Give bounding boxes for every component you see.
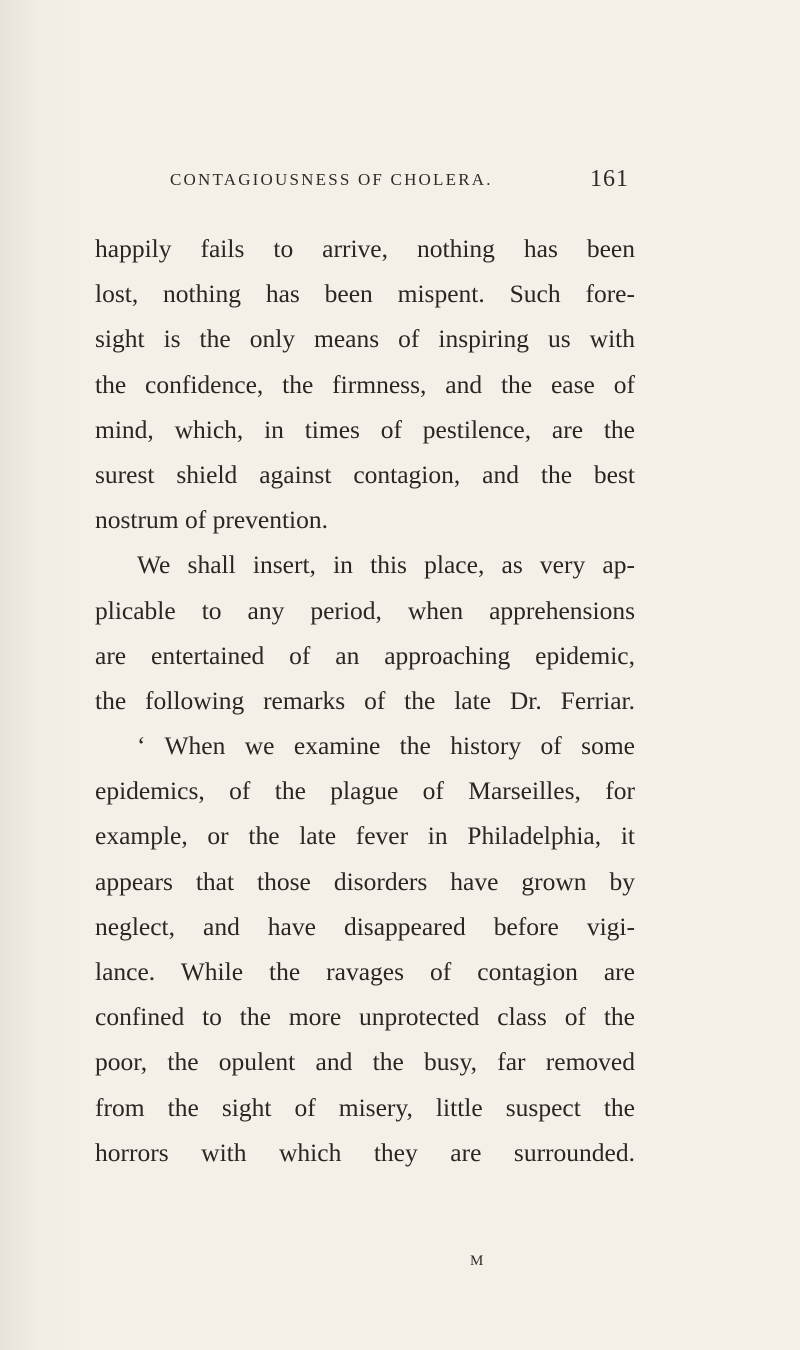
- text-line: neglect, and have disappeared before vigi-: [95, 911, 635, 941]
- text-line: We shall insert, in this place, as very ap-: [137, 550, 635, 580]
- text-line: horrors with which they are surrounded.: [95, 1137, 635, 1167]
- text-line: lost, nothing has been mispent. Such fore-: [95, 279, 635, 309]
- signature-mark: M: [470, 1253, 485, 1269]
- text-line: confined to the more unprotected class of the: [95, 1002, 635, 1032]
- text-line: mind, which, in times of pestilence, are the: [95, 414, 635, 444]
- text-line: example, or the late fever in Philadelphia, it: [95, 821, 635, 851]
- text-line: epidemics, of the plague of Marseilles, for: [95, 776, 635, 806]
- text-line: lance. While the ravages of contagion are: [95, 957, 635, 986]
- text-line: ‘ When we examine the history of some: [137, 731, 635, 761]
- text-line: poor, the opulent and the busy, far removed: [95, 1047, 635, 1077]
- text-line: from the sight of misery, little suspect the: [95, 1092, 635, 1122]
- text-line: the following remarks of the late Dr. Ferriar.: [95, 685, 635, 715]
- text-line: plicable to any period, when apprehensions: [95, 595, 635, 625]
- running-head-title: CONTAGIOUSNESS OF CHOLERA.: [170, 170, 493, 189]
- text-line: sight is the only means of inspiring us with: [95, 324, 635, 354]
- text-line: are entertained of an approaching epidemic,: [95, 640, 635, 670]
- text-line: appears that those disorders have grown by: [95, 866, 635, 896]
- body-text: [95, 226, 635, 1175]
- text-line: nostrum of prevention.: [95, 505, 328, 535]
- page-number: 161: [590, 166, 629, 192]
- text-line: surest shield against contagion, and the best: [95, 459, 635, 489]
- text-line: the confidence, the firmness, and the ease of: [95, 369, 635, 399]
- text-line: happily fails to arrive, nothing has been: [95, 234, 635, 263]
